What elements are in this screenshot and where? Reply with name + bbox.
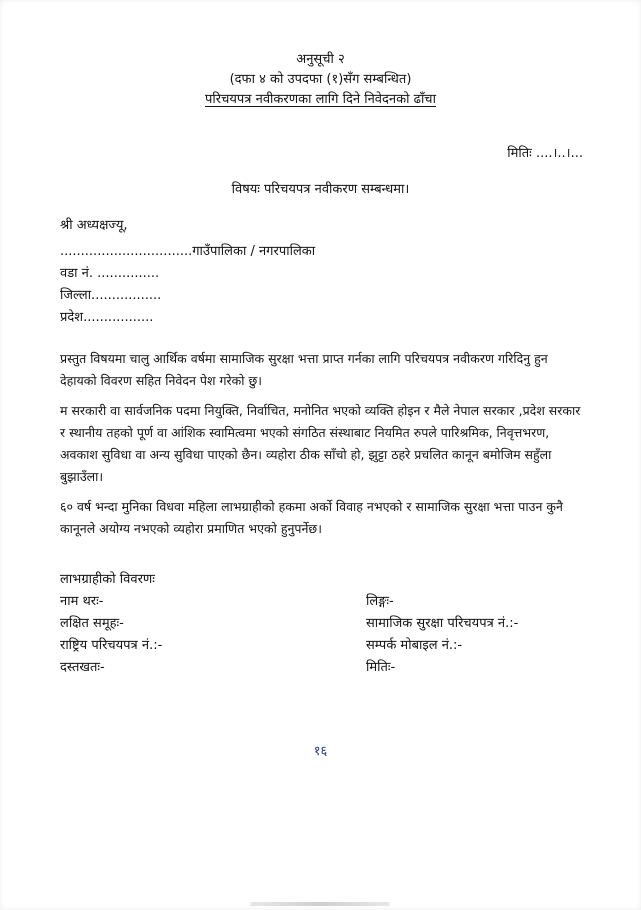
date-line: मितिः ....।..।... <box>507 146 583 161</box>
field-national-id: राष्ट्रिय परिचयपत्र नं.:- <box>60 638 163 653</box>
form-title: परिचयपत्र नवीकरणका लागि दिने निवेदनको ढाँचा <box>205 92 436 107</box>
field-date: मितिः- <box>366 660 396 675</box>
municipality-line: ................................गाउँपालिका / नगरपालिका <box>60 244 316 259</box>
scan-artifact <box>250 902 390 906</box>
district-line: जिल्ला................. <box>60 288 162 303</box>
ward-line: वडा नं. ............... <box>60 266 160 281</box>
field-mobile: सम्पर्क मोबाइल नं.:- <box>366 638 463 653</box>
paragraph-declaration <box>60 400 585 488</box>
section-reference: (दफा ४ को उपदफा (१)सँग सम्बन्धित) <box>229 72 412 87</box>
paragraph-widow-note <box>60 496 585 540</box>
paragraph-declaration-text: म सरकारी वा सार्वजनिक पदमा नियुक्ति, निर्वाचित, मनोनित भएको व्यक्ति होइन र मैले नेपाल सरकार ,प्रदेश सरकार र स्थानीय तहको पूर्ण वा आंशिक स्वामित्वमा भएको संगठित संस्थाबाट नियमित रुपले पारिश्रमिक, निवृत्तभरण, अवकाश सुविधा वा अन्य सुविधा पाएको छैन। व्यहोरा ठीक साँचो हो, झुट्टा ठहरे प्रचलित कानून बमोजिम सहुँला बुझाउँला। <box>60 403 581 484</box>
paragraph-widow-note-text: ६० वर्ष भन्दा मुनिका विधवा महिला लाभग्राहीको हकमा अर्को विवाह नभएको र सामाजिक सुरक्षा भत्ता पाउन कुनै कानूनले अयोग्य नभएको व्यहोरा प्रमाणित भएको हुनुपर्नेछ। <box>60 499 563 536</box>
province-line: प्रदेश................. <box>60 310 154 325</box>
subject-line: विषयः परिचयपत्र नवीकरण सम्बन्धमा। <box>231 182 410 197</box>
paragraph-request-text: प्रस्तुत विषयमा चालु आर्थिक वर्षमा सामाजिक सुरक्षा भत्ता प्राप्त गर्नका लागि परिचयपत्र नवीकरण गरिदिनु हुन देहायको विवरण सहित निवेदन पेश गरेको छु। <box>60 351 548 388</box>
field-social-security-id: सामाजिक सुरक्षा परिचयपत्र नं.:- <box>366 616 519 631</box>
salutation: श्री अध्यक्षज्यू, <box>60 218 128 233</box>
schedule-heading: अनुसूची २ <box>296 52 345 67</box>
field-target-group: लक्षित समूहः- <box>60 616 124 631</box>
beneficiary-heading: लाभग्राहीको विवरणः <box>60 572 155 587</box>
paragraph-request <box>60 348 585 392</box>
field-signature: दस्तखतः- <box>60 660 105 675</box>
field-name: नाम थरः- <box>60 594 104 609</box>
field-gender: लिङ्गः- <box>366 594 394 609</box>
page-number: १६ <box>313 744 328 759</box>
